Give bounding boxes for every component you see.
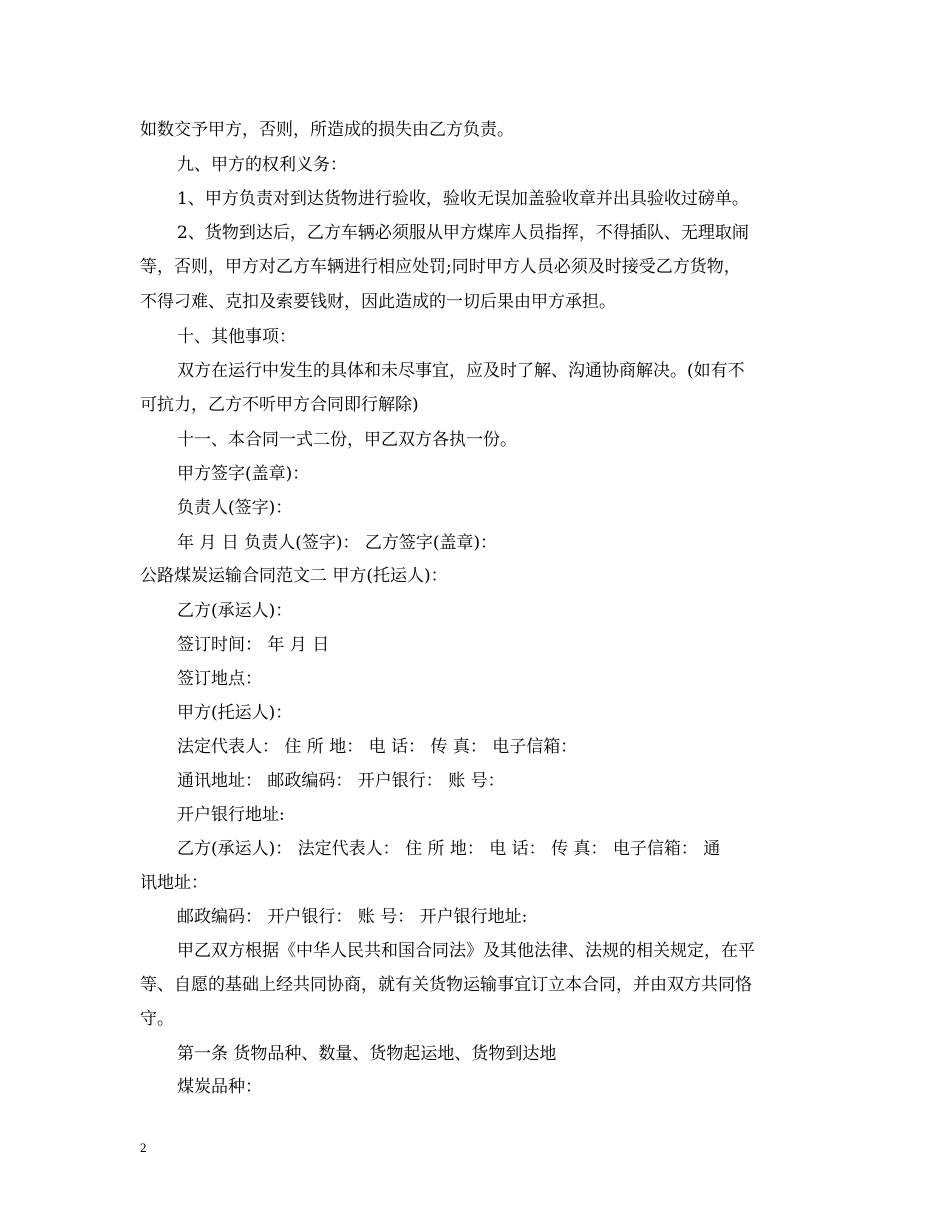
document-title: 公路煤炭运输合同范文二 甲方(托运人)： bbox=[140, 566, 448, 586]
text-line: 可抗力，乙方不听甲方合同即行解除) bbox=[140, 395, 419, 415]
article-heading: 第一条 货物品种、数量、货物起运地、货物到达地 bbox=[177, 1044, 557, 1064]
party-info-line: 乙方(承运人)： 法定代表人： 住 所 地： 电 话： 传 真： 电子信箱： 通 bbox=[177, 839, 721, 859]
section-heading: 十、其他事项： bbox=[177, 327, 296, 347]
sign-place-line: 签订地点： bbox=[177, 669, 262, 689]
signature-line: 年 月 日 负责人(签字)： 乙方签字(盖章)： bbox=[177, 533, 498, 553]
text-line: 如数交予甲方，否则，所造成的损失由乙方负责。 bbox=[140, 120, 514, 140]
text-line: 等、自愿的基础上经共同协商，就有关货物运输事宜订立本合同，并由双方共同恪 bbox=[140, 975, 752, 995]
party-info-line: 法定代表人： 住 所 地： 电 话： 传 真： 电子信箱： bbox=[177, 737, 578, 757]
text-line: 煤炭品种： bbox=[177, 1077, 262, 1097]
party-info-line: 邮政编码： 开户银行： 账 号： 开户银行地址: bbox=[177, 907, 528, 927]
text-line: 等，否则，甲方对乙方车辆进行相应处罚;同时甲方人员必须及时接受乙方货物， bbox=[140, 257, 741, 277]
party-line: 乙方(承运人)： bbox=[177, 601, 293, 621]
page-number: 2 bbox=[140, 1140, 147, 1155]
party-info-line: 通讯地址： 邮政编码： 开户银行： 账 号： bbox=[177, 771, 505, 791]
party-info-line: 开户银行地址: bbox=[177, 805, 285, 825]
text-line: 不得刁难、克扣及索要钱财，因此造成的一切后果由甲方承担。 bbox=[140, 292, 616, 312]
party-line: 甲方(托运人)： bbox=[177, 703, 293, 723]
signature-line: 负责人(签字)： bbox=[177, 498, 293, 518]
sign-date-line: 签订时间： 年 月 日 bbox=[177, 635, 330, 655]
text-line: 1、甲方负责对到达货物进行验收，验收无误加盖验收章并出具验收过磅单。 bbox=[177, 189, 749, 209]
text-line: 十一、本合同一式二份，甲乙双方各执一份。 bbox=[177, 430, 517, 450]
text-line: 甲乙双方根据《中华人民共和国合同法》及其他法律、法规的相关规定，在平 bbox=[177, 941, 755, 961]
section-heading: 九、甲方的权利义务： bbox=[177, 155, 347, 175]
text-line: 2、货物到达后，乙方车辆必须服从甲方煤库人员指挥，不得插队、无理取闹 bbox=[177, 223, 749, 243]
text-line: 守。 bbox=[140, 1009, 174, 1029]
signature-line: 甲方签字(盖章)： bbox=[177, 464, 310, 484]
party-info-line: 讯地址： bbox=[140, 873, 208, 893]
text-line: 双方在运行中发生的具体和未尽事宜，应及时了解、沟通协商解决。(如有不 bbox=[177, 361, 745, 381]
